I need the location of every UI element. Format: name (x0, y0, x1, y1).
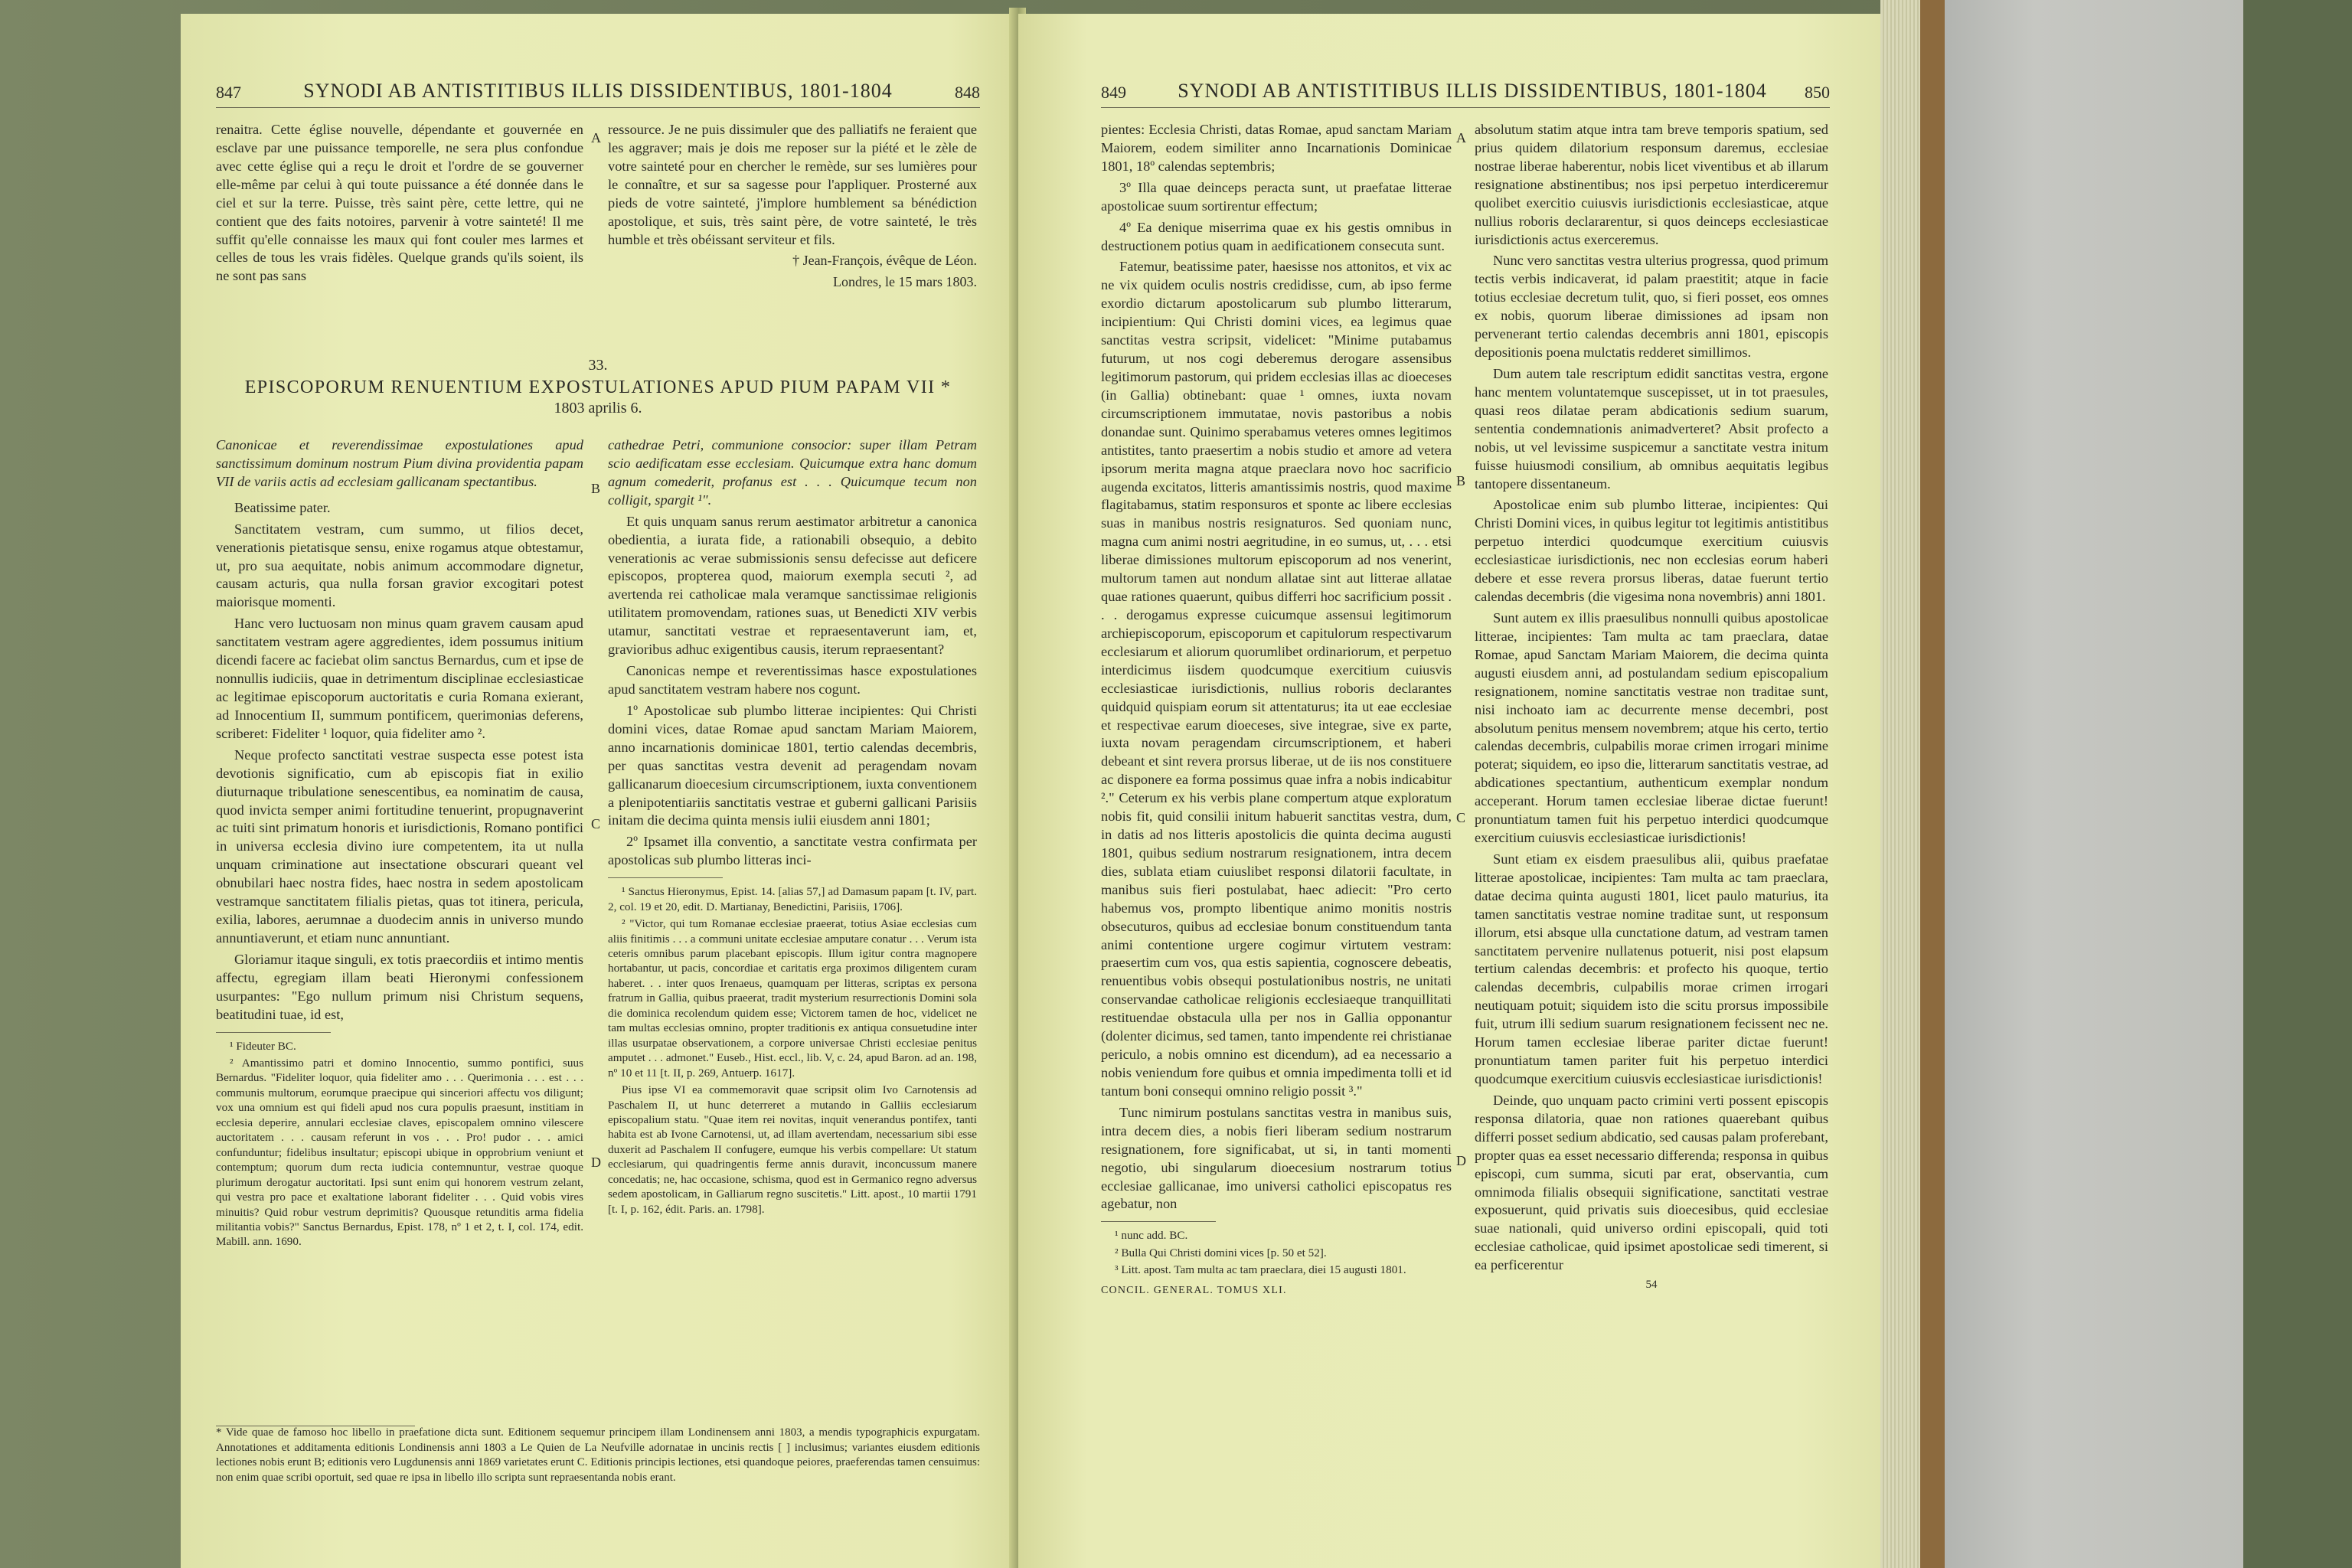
margin-letter: B (591, 481, 601, 496)
paragraph: 2º Ipsamet illa conventio, a sanctitate vestra confirmata per apostolicas sub plumbo litteras inci- (608, 834, 977, 868)
paragraph: Fatemur, beatissime pater, haesisse nos attonitos, et vix ac ne vix quidem oculis nostris credidisse, cum, ab ipso ferme exordio dictarum apostolicarum sub plumbo litterarum, incipientium: Qui Christi domini vices, ea legimus quae sanctitas vestra scripsit, videlicet: "Minime putabamus futurum, ut nos cogi deberemus derogare assensibus legitimorum pastorum, qui pridem ecclesias illas ac dioeceses (in Gallia) obtinebant: quae ¹ omnes, iuxta novam circumscriptionem immutatae, novis pastoribus a nobis donandae sunt. Quinimo sperabamus veteres omnes legitimos antistites, tanto praesertim a nobis studio et amore ad vetera ipsorum merita magna atque praeclara novo hoc sacrificio augenda excitatos, litteris amantissimis nostris, quod maxime flagitabamus, statim responsuros et sponte ac libere ecclesias suas in manibus nostris resignaturos. Sed quoniam nunc, magna cum animi nostri aegritudine, in eo sumus, ut, . . . etsi liberae dimissiones multorum episcoporum ad nos venerint, multorum tamen aut nondum allatae sint aut litterae allatae quae rationes quaerunt, quibus differri hoc sacrificium possit . . . derogamus expresse cuicumque assensui legitimorum archiepiscoporum, episcoporum et capitulorum respectivarum ecclesiarum et aliorum quorumlibet ordinariorum, et perpetuo interdicimus iisdem quodcumque exercitium cuiusvis ecclesiasticae iurisdictionis, nullius roboris declarantes quidquid quispiam eorum sit attentaturus; ita ut eae ecclesiae et respectivae earum dioeceses, sive integrae, sive ex parte, iuxta novam peragendam circumscriptionem, et haberi debeant et sint revera prorsus liberae, ut de iis nos constituere ac disponere ea forma possimus quae infra a nobis indicabitur ²." Ceterum ex his verbis plane compertum atque exploratum nobis fit, quid consilii initum habuerit sanctitas vestra, dum, in datis ad nos litteris apostolicis die quinta decima augusti 1801, quibus sedium nostrarum resignationem, intra decem dies, sublata etiam cuiuslibet responsi dilatorii facultate, in manibus suis fieri postulabat, haec adiecit: "Pro certo habemus vos, prompto libentique animo monitis nostris obsecuturos, quibus ad ecclesiae bonum constituendum tanta animi contentione urgere cogimur virtutem vestram: praesertim cum vos, qua estis sapientia, cognoscere debeatis, renuentibus vobis obsequi postulationibus nostris, ne unitati conservandae catholicae religionis ecclesiaeque tranquillitati restituendae obstacula ulla per nos in Gallia opponantur (dolenter dicimus, sed tamen, tanto impendente rei christianae periculo, a nobis omnino est dicendum), ad ea necessario a nobis veniendum fore quibus et omnia impedimenta tolli et id tantum boni consequi omnino religio possit ³." (1101, 259, 1452, 1099)
page-number-left: 849 (1101, 83, 1126, 102)
paragraph: ressource. Je ne puis dissimuler que des palliatifs ne feraient que les aggraver; mais je dois me reposer sur la piété et le zèle de votre sainteté pour en chercher le remède, sur ses lumières pour le connaître, et sur sa sagesse pour l'appliquer. Prosterné aux pieds de votre sainteté, j'implore humblement sa bénédiction apostolique, et suis, très saint père, de votre sainteté, le très humble et très obéissant serviteur et fils. (608, 122, 977, 247)
paragraph: Et quis unquam sanus rerum aestimator arbitretur a canonica obedientia, a iurata fide, a rationabili obsequio, a debito venerationis ac verae submissionis sensu defecisse aut deficere episcopos, propterea quod, maiorum exempla secuti ², ad avertenda rei catholicae mala veramque sanctissimae religionis utilitatem promovendam, rationes suas, ut Benedicti XIV verbis utamur, sanctitati vestrae et repraesentaverunt iam, et, gravioribus adhuc exigentibus causis, iterum repraesentant? (608, 513, 977, 658)
running-header (1018, 77, 1880, 107)
paragraph: renaitra. Cette église nouvelle, dépendante et gouvernée en esclave par une puissance temporelle, ne sera plus confondue avec cette église qui a reçu le droit et l'ordre de se gouverner elle-même par celui à qui toute puissance a été donnée dans le ciel et sur la terre. Puisse, très saint père, cette lettre, qui ne contient que des faits notoires, parvenir à votre sainteté! Il me suffit qu'elle connaisse les maux qui font couler mes larmes et celles de tous les vrais fidèles. Quelque grands qu'ils soient, ils ne sont pas sans (216, 122, 583, 284)
footnote: ¹ Sanctus Hieronymus, Epist. 14. [alias 57,] ad Damasum papam [t. IV, part. 2, col. 19 et 20, edit. D. Martianay, Benedictini, Parisiis, 1706]. (608, 885, 977, 913)
running-head: SYNODI AB ANTISTITIBUS ILLIS DISSIDENTIBUS, 1801-1804 (303, 80, 893, 102)
header-rule (216, 107, 980, 108)
margin-letter: D (1456, 1153, 1466, 1168)
paragraph: Canonicas nempe et reverentissimas hasce expostulationes apud sanctitatem vestram habere nos cogunt. (608, 663, 977, 697)
paragraph: Neque profecto sanctitati vestrae suspecta esse potest ista devotionis significatio, cum ab episcopis fiat in exilio diuturnaque tribulatione senescentibus, ea nominatim de causa, quod invicta semper animi fortitudine tenuerint, propugnaverint ac tuiti sint primatum honoris et iurisdictionis, Romano pontifici in universa ecclesia divino iure competentem, ita ut nulla unquam criminatione aut insectatione obscurari queant vel obnubilari haec nostra fides, haec nostra in sedem apostolicam vestramque sanctitatem filialis pietas, quas tot itinera, pericula, exilia, labores, aerumnae a duodecim annis in universo mundo annuntiaverunt, et etiam nunc annuntiant. (216, 746, 583, 946)
signature: † Jean-François, évêque de Léon. (792, 253, 977, 269)
paragraph: 3º Illa quae deinceps peracta sunt, ut praefatae litterae apostolicae suum sortirentur effectum; (1101, 179, 1452, 214)
page-number-right: 848 (955, 83, 980, 102)
footnote: ² Bulla Qui Christi domini vices [p. 50 et 52]. (1115, 1246, 1327, 1259)
page-edges (1880, 0, 1920, 1568)
paragraph: 1º Apostolicae sub plumbo litterae incipientes: Qui Christi domini vices, datae Romae apud sanctam Mariam Maiorem, anno incarnationis dominicae 1801, tertio calendas decembris, per quas sanctitas vestra devenit ad peragendam novam gallicanarum dioecesium circumscriptionem, iuxta conventionem a plenipotentiariis sanctitatis vestrae et guberni gallicani Parisiis initam die decima quinta mensis iulii eiusdem anni 1801; (608, 702, 977, 828)
footnotes (216, 1039, 583, 1250)
paragraph: Nunc vero sanctitas vestra ulterius progressa, quod primum tectis verbis indicaverat, id palam praestitit; atque in facie totius ecclesiae decretum tulit, quo, si fieri posset, eos omnes ex nobis, quorum liberae dimissiones ad ipsam non pervenerant tertio calendas decembris anni 1801, episcopis depositionis poena mulctatis redderet simillimos. (1475, 253, 1828, 361)
right-col1 (1101, 121, 1452, 1545)
paragraph: Gloriamur itaque singuli, ex totis praecordiis et intimo mentis affectu, egregiam illam beati Hieronymi confessionem usurpantes: "Ego nullum primum nisi Christum sequens, beatitudini tuae, id est, (216, 951, 583, 1022)
sign-place: Londres, le 15 mars 1803. (833, 273, 977, 289)
page-number-left: 847 (216, 83, 241, 102)
running-header (181, 77, 1015, 107)
signature-mark: 54 (1645, 1279, 1658, 1292)
header-rule (1101, 107, 1830, 108)
paragraph: Apostolicae enim sub plumbo litterae, incipientes: Qui Christi Domini vices, in quibus legitur tot legitimis antistitibus perpetuo interdici quodcumque exercitium cuiusvis ecclesiasticae iurisdictionis, nec non ecclesias eorum haberi debere et esse revera prorsus liberas, datae fuerunt tertio calendas decembris (die vigesima nona novembris) anni 1801. (1475, 497, 1828, 605)
paragraph: Sunt autem ex illis praesulibus nonnulli quibus apostolicae litterae, incipientes: Tam multa ac tam praeclara, datae Romae, apud Sanctam Mariam Maiorem, die decima quinta augusti eiusdem anni, ad postulandam sedium episcopalium resignationem, nomine sanctitatis vestrae non traditae sunt, nisi inchoato iam ac decurrente mense decembri, post absolutum penitus mensem novembrem; atque his certo, tertio calendas decembris, culpabilis morae crimen irrogari minime poterat; siquidem, eo ipso die, litterarum sanctitatis vestrae, ad abdicationes spectantium, authenticum exemplar nondum acceperant. Horum tamen ecclesiae liberae dictae fuerunt! pronuntiatum tamen fuit his perpetuo interdici quodcumque exercitium cuiusvis ecclesiasticae iurisdictionis! (1475, 609, 1828, 846)
footnote-rule (216, 1032, 331, 1033)
rubric: cathedrae Petri, communione consocior: super illam Petram scio aedificatam esse ecclesiam. Quicumque extra hanc domum agnum comederit, profanus est . . . Quicumque tecum non colligit, spargit ¹". (608, 437, 977, 508)
margin-letter: B (1456, 473, 1466, 488)
paragraph: Dum autem tale rescriptum edidit sanctitas vestra, ergone hanc mentem voluntatemque suscepisset, ut in tot praesules, quasi reos dilatae peram abdicationis sedium suarum, sententia condemnationis animadverteret? Absit profecto a nobis, ut vel levissime suspicemur a sanctitate vestra initum fuisse huiusmodi consilium, ab omnibus aequitatis legibus tantopere dissentaneum. (1475, 365, 1828, 492)
paragraph: 4º Ea denique miserrima quae ex his gestis omnibus in destructionem potius quam in aedificationem consecuta sunt. (1101, 219, 1452, 253)
margin-letter: A (591, 130, 601, 145)
footnotes (1101, 1228, 1452, 1277)
paragraph: Tunc nimirum postulans sanctitas vestra in manibus suis, intra decem dies, a nobis fieri liberam sedium nostrarum resignationem, fore significabat, ut si, in tanti momenti negotio, ubi singularum dioecesium nostrarum totius ecclesiae gallicanae, imo universi catholici episcopatus res agebatur, non (1101, 1104, 1452, 1212)
page-number-right: 850 (1805, 83, 1830, 102)
salutation: Beatissime pater. (234, 499, 331, 515)
footnote-rule (608, 877, 723, 878)
footnote-rule (1101, 1221, 1216, 1222)
paragraph: absolutum statim atque intra tam breve temporis spatium, sed prius quidem dilatorium responsum daremus, ecclesiae nostrae liberae haberentur, nobis licet viventibus et ab illarum resignatione abstinentibus; nos ipsi perpetuo interdiceremur quolibet exercitio cuiusvis iurisdictionis ecclesiasticae, atque nullius roboris declararentur, si quos deinceps ecclesiasticae iurisdictionis actus exerceremus. (1475, 122, 1828, 247)
bottom-note: * Vide quae de famoso hoc libello in praefatione dicta sunt. Editionem sequemur principem illam Londinensem anni 1803, a mendis typographicis expurgatam. Annotationes et additamenta editionis Londinensis anni 1803 a Le Quien de La Neufville adornatae in uncinis rectis [ ] inclusimus; variantes eiusdem editionis lectiones nobis erunt B; editionis vero Lugdunensis anni 1869 varietates erunt C. Editionis principis lectiones, etsi quandoque peiores, praeferendas tamen censuimus: non enim quae scribi oportuit, sed quae re ipsa in libello illo scripta sunt repraesentanda nobis erant. (216, 1426, 980, 1484)
document-title: EPISCOPORUM RENUENTIUM EXPOSTULATIONES APUD PIUM PAPAM VII * (244, 377, 952, 397)
footnote: ³ Litt. apost. Tam multa ac tam praeclara, diei 15 augusti 1801. (1115, 1263, 1406, 1277)
margin-letter: D (591, 1155, 601, 1170)
footnote: ¹ nunc add. BC. (1115, 1229, 1188, 1243)
margin-letter: C (591, 816, 601, 831)
paragraph: Sunt etiam ex eisdem praesulibus alii, quibus praefatae litterae apostolicae, incipientes: Tam multa ac tam praeclara, datae decima quinta augusti 1801, licet paulo maturius, ita tamen sanctitatis vestrae nomine traditae sunt, ut responsum illorum, etsi absque ulla cunctatione datum, ad vestram tamen sanctitatem pervenire nullatenus potuerit, nisi post elapsum tertium calendas decembris: et profecto his quoque, tertio calendas decembris, culpabilis morae crimen irrogari neutiquam potuit; siquidem isto die scitu prorsus impossibile fuit, utrum illi sedium suarum resignationem fecissent nec ne. Horum tamen ecclesiae liberae pariter dictae fuerunt! pronuntiatum tamen pariter fuit his perpetuo interdici quodcumque exercitium cuiusvis ecclesiasticae iurisdictionis! (1475, 851, 1828, 1087)
right-col2 (1475, 121, 1828, 1545)
right-page (1018, 14, 1880, 1568)
volume-label: CONCIL. GENERAL. TOMUS XLI. (1101, 1284, 1287, 1296)
paragraph: Deinde, quo unquam pacto crimini verti possent episcopis responsa dilatoria, quae non rationes quaerebant quibus differri posset sedium abdicatio, sed causas palam proferebant, propter quas ea esset necessario differenda; responsa in quibus episcopi, cum summa, sicuti par erat, observantia, cum omnimoda filialis obsequii significatione, sanctitati vestrae exposuerunt, quid privatis suis dioecesibus, quid ecclesiae suae nationali, quid universo ordini episcopali, quid toti ecclesiae catholicae, quid ipsimet apostolicae sedi timerent, si ea perficerentur (1475, 1092, 1828, 1273)
margin-letter: A (1456, 130, 1466, 145)
left-col1 (216, 436, 583, 1424)
document-title-block (216, 357, 980, 417)
left-page (181, 14, 1015, 1568)
footnote: ² Amantissimo patri et domino Innocentio, summo pontifici, suus Bernardus. "Fideliter loquor, quia fideliter amo . . . Querimonia . . . est . . . communis multorum, eorumque praecipue qui sinceriori affectu vos diligunt; vox una omnium est qui fideli apud nos cura populis praesunt, institiam in ecclesia deperire, annulari ecclesiae claves, episcopalem omnino vilescere auctoritatem . . . causam referunt in vos . . . Pro! pudor . . . amici confunduntur; fidelibus insultatur; episcopi ubique in opprobrium veniunt et contemptum; quorum dum recta iudicia contemnuntur, vestrae quoque plurimum derogatur auctoritati. Ipsi sunt enim qui honorem vestrum zelant, qui vestra pro pace et exaltatione laborant fideliter . . . Quid vobis vires minuitis? Quid robur vestrum deprimitis? Quousque retunditis arma fidelia militantia vobis?" Sanctus Bernardus, Epist. 178, nº 1 et 2, t. I, col. 174, edit. Mabill. ann. 1690. (216, 1057, 583, 1249)
footnote: ¹ Fideuter BC. (230, 1039, 296, 1053)
document-number: 33. (588, 357, 608, 374)
footnote: Pius ipse VI ea commemoravit quae scripsit olim Ivo Carnotensis ad Paschalem II, ut hunc deterreret a mutando in Galliis ecclesiarum episcopalium statu. "Quae item rei novitas, inquit venerandus pontifex, tanti habita est ab Ivone Carnotensi, ut, ad illam avertendam, necessarium sibi esse duxerit ad Paschalem II confugere, eumque his verbis compellare: Ut statum ecclesiarum, qui quadringentis ferme annis duravit, inconcussum manere concedatis; ne, hac occasione, schisma, quod est in Germanico regno adversus sedem apostolicam, in Galliarum regno suscitetis." Litt. apost., 10 martii 1791 [t. I, p. 162, édit. Paris. an. 1798]. (608, 1083, 977, 1216)
paragraph: pientes: Ecclesia Christi, datas Romae, apud sanctam Mariam Maiorem, eodem similiter anno Incarnationis Dominicae 1801, 18º calendas septembris; (1101, 122, 1452, 174)
footnotes (608, 884, 977, 1217)
running-head: SYNODI AB ANTISTITIBUS ILLIS DISSIDENTIBUS, 1801-1804 (1178, 80, 1767, 102)
left-col1-top (216, 121, 583, 289)
left-col2 (608, 436, 977, 1424)
cover-board (1945, 0, 2243, 1568)
margin-letter: C (1456, 810, 1466, 825)
background-right (2242, 0, 2352, 1568)
paragraph: Hanc vero luctuosam non minus quam gravem causam apud sanctitatem vestram agere aggredientes, idem possumus initium dicendi facere ac faciebat olim sanctus Bernardus, cum et ipse de nonnullis iudiciis, quae in detrimentum disciplinae ecclesiasticae ac legitimae episcoporum auctoritatis e curia Romana exierant, ad Innocentium II, summum pontificem, querimonias deferens, scriberet: Fideliter ¹ loquor, quia fideliter amo ². (216, 616, 583, 741)
paragraph: Sanctitatem vestram, cum summo, ut filios decet, venerationis pietatisque sensu, enixe rogamus atque obtestamur, ut, pro sua aequitate, nobis animum accommodare dignetur, causam acturis, qua nulla forsan gravior excogitari potest maiorisque momenti. (216, 521, 583, 610)
footnote: ² "Victor, qui tum Romanae ecclesiae praeerat, totius Asiae ecclesias cum aliis finitimis . . . a communi unitate ecclesiae amputare conatur . . . Verum ista ceteris omnibus parum placebant episcopis. Illum igitur contra magnopere hortabantur, ut pacis, concordiae et caritatis erga proximos diligentem curam haberet. . . inter quos Irenaeus, quamquam per litteras, scriptas ex persona fratrum in Gallia, quibus praeerat, tradit mysterium resurrectionis Domini sola die dominica recolendum quidem esse; Victorem tamen de hoc, videlicet ne tam multas ecclesias omnino, propter traditionis ex antiqua consuetudine inter illas usurpatae observationem, a corpore universae Christi ecclesiae penitus amputet . . . admonet." Euseb., Hist. eccl., lib. V, c. 24, apud Baron. ad an. 198, nº 10 et 11 [t. II, p. 269, Antuerp. 1617]. (608, 917, 977, 1080)
document-date: 1803 aprilis 6. (554, 400, 642, 416)
rubric: Canonicae et reverendissimae expostulationes apud sanctissimum dominum nostrum Pium divina providentia papam VII de variis actis ad ecclesiam gallicanam spectantibus. (216, 437, 583, 489)
left-col2-top (608, 121, 977, 294)
